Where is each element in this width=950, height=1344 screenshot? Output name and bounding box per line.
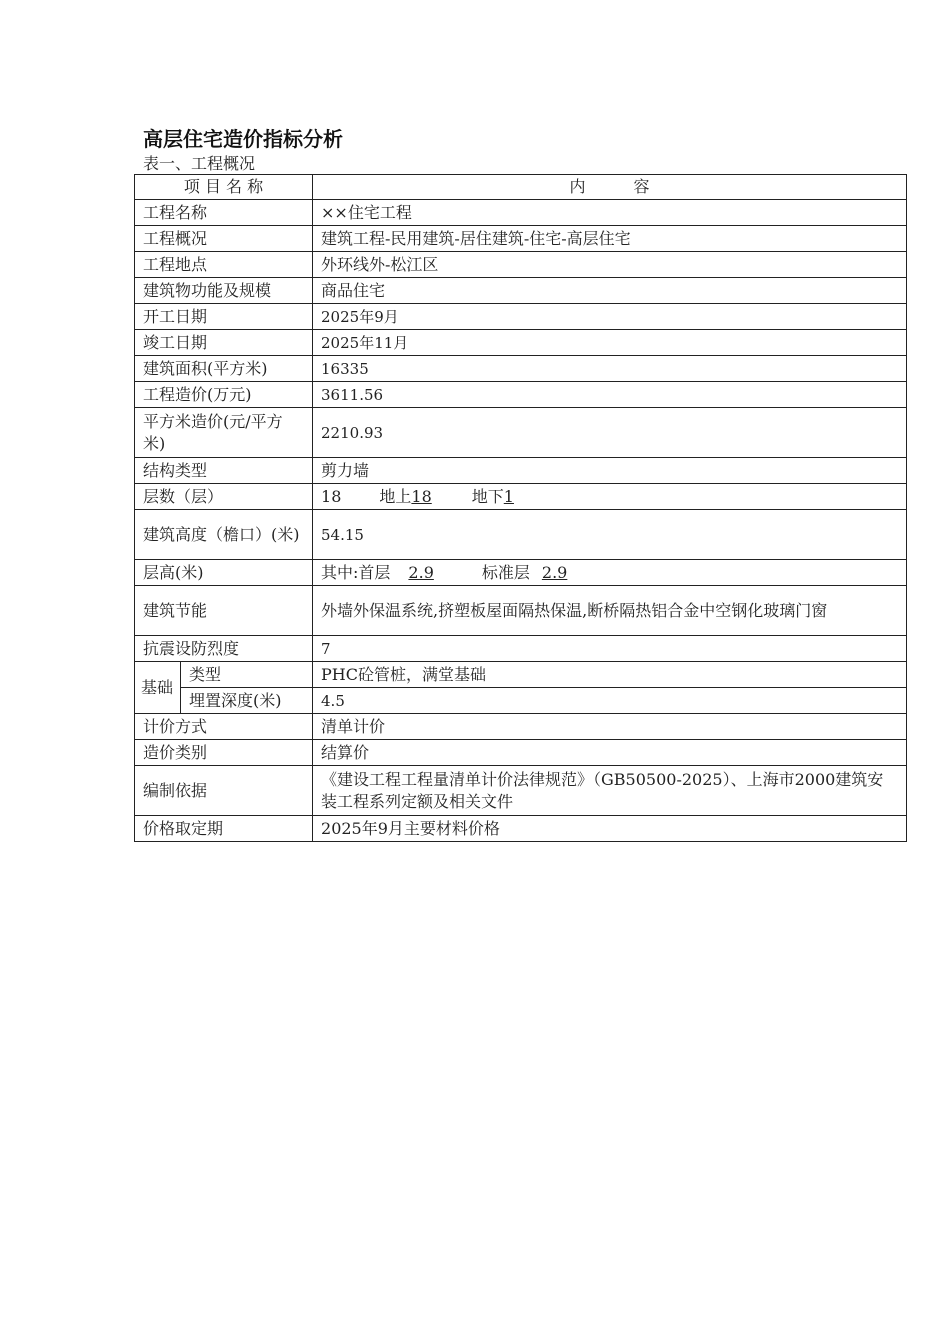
standard-floor-height: 2.9 <box>541 562 568 582</box>
row-label: 工程地点 <box>135 252 313 278</box>
row-value <box>313 560 907 586</box>
table-row <box>135 330 907 356</box>
table-row <box>135 662 907 688</box>
table-row <box>135 586 907 636</box>
row-label: 埋置深度(米) <box>181 688 313 714</box>
header-item: 项 目 名 称 <box>135 175 313 200</box>
row-label: 建筑高度（檐口）(米) <box>135 510 313 560</box>
floors-above-label: 地上 <box>379 486 412 506</box>
row-label: 价格取定期 <box>135 816 313 842</box>
table-row <box>135 304 907 330</box>
row-value: 清单计价 <box>313 714 907 740</box>
header-content: 内 容 <box>313 175 907 200</box>
row-label: 结构类型 <box>135 458 313 484</box>
row-value: 商品住宅 <box>313 278 907 304</box>
table-row <box>135 636 907 662</box>
table-row <box>135 252 907 278</box>
row-value: 2210.93 <box>313 408 907 458</box>
row-value: 剪力墙 <box>313 458 907 484</box>
table-row <box>135 816 907 842</box>
table-row <box>135 356 907 382</box>
row-label: 工程概况 <box>135 226 313 252</box>
first-floor-label: 其中:首层 <box>321 562 391 582</box>
row-value: 《建设工程工程量清单计价法律规范》（GB50500-2025）、上海市2000建筑安装工程系列定额及相关文件 <box>313 766 907 816</box>
table-row <box>135 510 907 560</box>
table-row <box>135 560 907 586</box>
row-label: 层数（层） <box>135 484 313 510</box>
row-value: 外环线外-松江区 <box>313 252 907 278</box>
row-label: 工程名称 <box>135 200 313 226</box>
table-row <box>135 484 907 510</box>
row-label: 竣工日期 <box>135 330 313 356</box>
table-row <box>135 766 907 816</box>
row-value: 外墙外保温系统,挤塑板屋面隔热保温,断桥隔热铝合金中空钢化玻璃门窗 <box>313 586 907 636</box>
row-value: 2025年11月 <box>313 330 907 356</box>
row-label: 层高(米) <box>135 560 313 586</box>
row-value: PHC砼管桩，满堂基础 <box>313 662 907 688</box>
row-value: 54.15 <box>313 510 907 560</box>
table-row <box>135 226 907 252</box>
row-label: 编制依据 <box>135 766 313 816</box>
standard-floor-label: 标准层 <box>481 562 530 582</box>
table-row <box>135 458 907 484</box>
first-floor-height: 2.9 <box>408 562 434 582</box>
project-overview-table <box>134 174 907 842</box>
floors-total: 18 <box>321 486 342 506</box>
table-header-row <box>135 175 907 200</box>
row-value: 16335 <box>313 356 907 382</box>
row-value: 2025年9月主要材料价格 <box>313 816 907 842</box>
row-value: 4.5 <box>313 688 907 714</box>
foundation-group-label: 基础 <box>135 662 181 714</box>
table-row <box>135 278 907 304</box>
row-label: 计价方式 <box>135 714 313 740</box>
row-value: 建筑工程-民用建筑-居住建筑-住宅-高层住宅 <box>313 226 907 252</box>
row-label: 建筑物功能及规模 <box>135 278 313 304</box>
table-caption: 表一、工程概况 <box>143 154 256 173</box>
row-value <box>313 484 907 510</box>
table-row <box>135 200 907 226</box>
row-value: ××住宅工程 <box>313 200 907 226</box>
row-label: 开工日期 <box>135 304 313 330</box>
table-row <box>135 714 907 740</box>
row-label: 类型 <box>181 662 313 688</box>
row-label: 工程造价(万元) <box>135 382 313 408</box>
row-label: 建筑面积(平方米) <box>135 356 313 382</box>
table-row <box>135 382 907 408</box>
floors-below-value: 1 <box>503 486 514 506</box>
row-value: 2025年9月 <box>313 304 907 330</box>
row-value: 3611.56 <box>313 382 907 408</box>
row-label: 抗震设防烈度 <box>135 636 313 662</box>
row-label: 平方米造价(元/平方米) <box>135 408 313 458</box>
table-row <box>135 740 907 766</box>
table-row <box>135 688 907 714</box>
floors-above-value: 18 <box>411 486 432 506</box>
floors-below-label: 地下 <box>471 486 504 506</box>
row-label: 建筑节能 <box>135 586 313 636</box>
page-title: 高层住宅造价指标分析 <box>143 127 343 151</box>
row-value: 7 <box>313 636 907 662</box>
table-row <box>135 408 907 458</box>
row-label: 造价类别 <box>135 740 313 766</box>
row-value: 结算价 <box>313 740 907 766</box>
